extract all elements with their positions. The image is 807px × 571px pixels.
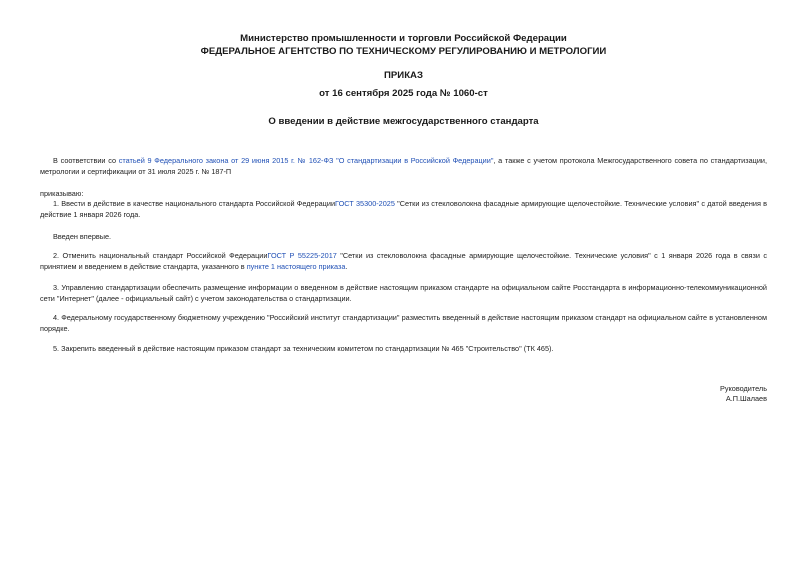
- item-2-text-after: .: [345, 262, 348, 271]
- gost-r-55225-link[interactable]: ГОСТ Р 55225-2017: [267, 251, 337, 260]
- item-2-text-middle: "Сетки из стекловолокна фасадные армирующие щелочестойкие. Технические условия" с 1 января 2026 года в связи с принятием и введением в действие стандарта, указанного в: [40, 251, 767, 271]
- item-1-text-after: "Сетки из стекловолокна фасадные армирующие щелочестойкие. Технические условия" с датой введения в действие 1 января 2026 года.: [40, 199, 768, 219]
- item-1-text-before: 1. Ввести в действие в качестве национального стандарта Российской Федерации: [53, 199, 336, 208]
- item-4-paragraph: 4. Федеральному государственному бюджетному учреждению "Российский институт стандартизации" разместить введенный в действие настоящим приказом стандарт на официальном сайте в установленном порядке.: [40, 313, 767, 333]
- item-1-paragraph: [40, 198, 767, 220]
- basis-text-before: В соответствии со: [53, 156, 119, 165]
- point-1-link[interactable]: пункте 1 настоящего приказа: [246, 262, 346, 271]
- agency-name: ФЕДЕРАЛЬНОЕ АГЕНТСТВО ПО ТЕХНИЧЕСКОМУ РЕГУЛИРОВАНИЮ И МЕТРОЛОГИИ: [200, 46, 607, 57]
- item-2-paragraph: [40, 250, 767, 272]
- federal-law-link[interactable]: статьей 9 Федерального закона от 29 июня 2015 г. № 162-ФЗ "О стандартизации в Российской Федерации": [118, 156, 494, 165]
- order-kind: ПРИКАЗ: [384, 70, 423, 81]
- gost-35300-link[interactable]: ГОСТ 35300-2025: [335, 199, 395, 208]
- decree-word: приказываю:: [40, 189, 84, 198]
- item-2-text-before: 2. Отменить национальный стандарт Российской Федерации: [53, 251, 268, 260]
- introduced-note: Введен впервые.: [53, 232, 112, 241]
- order-title: О введении в действие межгосударственного стандарта: [268, 116, 539, 127]
- signatory-role: Руководитель: [719, 384, 767, 393]
- item-3-paragraph: 3. Управлению стандартизации обеспечить размещение информации о введенном в действие настоящим приказом стандарте на официальном сайте Росстандарта в информационно-телекоммуникационной сети "Интернет" (далее - официальный сайт) с учетом законодательства о стандартизации.: [40, 283, 767, 303]
- ministry-name: Министерство промышленности и торговли Российской Федерации: [240, 33, 567, 44]
- order-date: от 16 сентября 2025 года № 1060-ст: [319, 88, 488, 99]
- item-5-paragraph: 5. Закрепить введенный в действие настоящим приказом стандарт за техническим комитетом по стандартизации № 465 "Строительство" (ТК 465).: [53, 344, 554, 353]
- basis-paragraph: [40, 155, 767, 177]
- basis-text-after: , а также с учетом протокола Межгосударственного совета по стандартизации, метрологии и сертификации от 31 июля 2025 г. № 187-П: [40, 156, 768, 176]
- signatory-name: А.П.Шалаев: [725, 394, 767, 403]
